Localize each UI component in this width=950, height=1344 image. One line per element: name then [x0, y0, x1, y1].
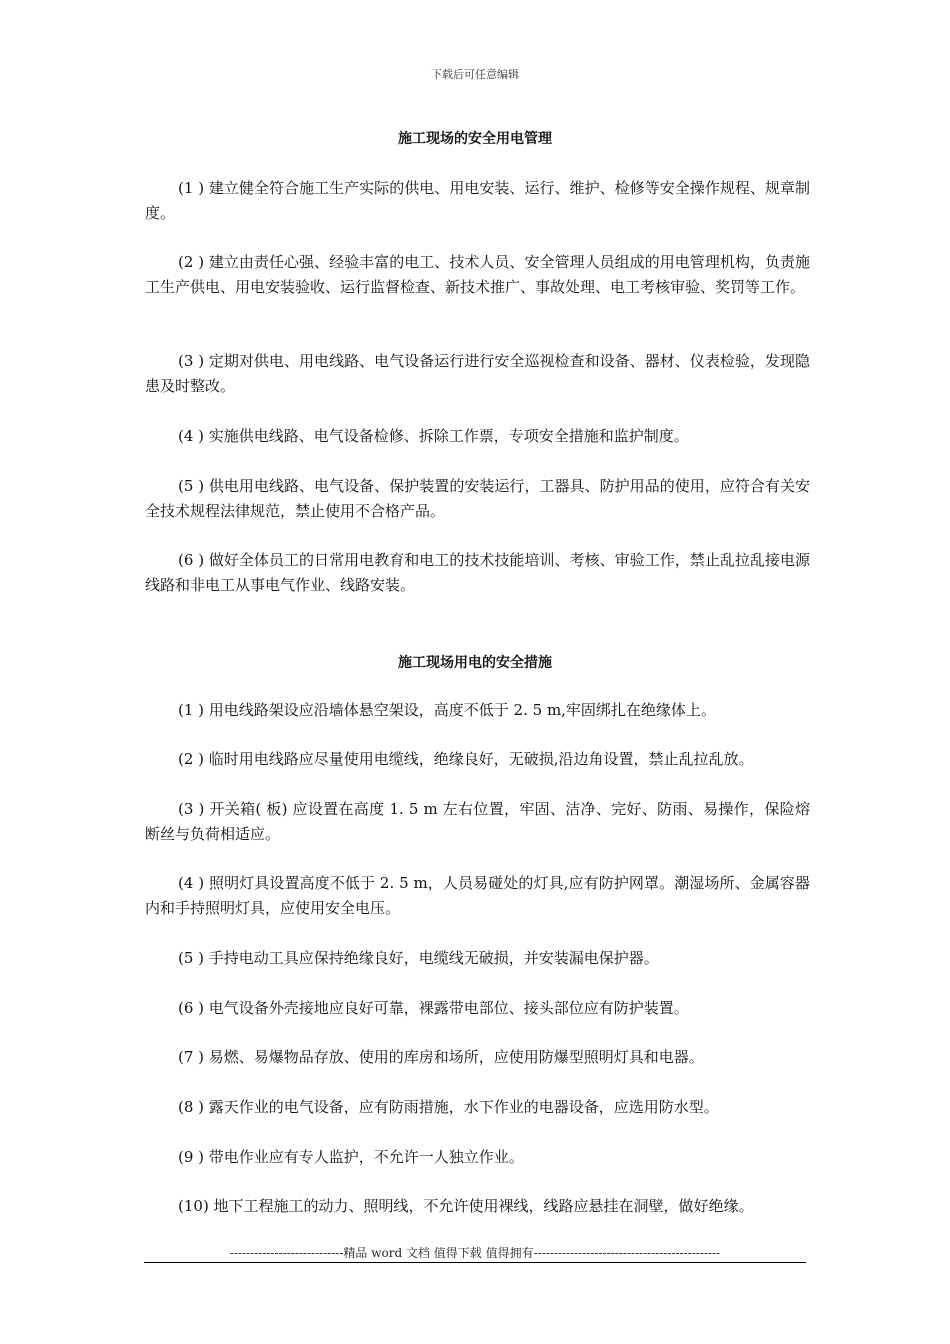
list-item: (8 ) 露天作业的电气设备，应有防雨措施，水下作业的电器设备，应选用防水型。 — [178, 1098, 719, 1116]
list-item: (1 ) 建立健全符合施工生产实际的供电、用电安装、运行、维护、检修等安全操作规程、规章制度。 — [145, 179, 810, 222]
list-item: (2 ) 建立由责任心强、经验丰富的电工、技术人员、安全管理人员组成的用电管理机构，负责施工生产供电、用电安装验收、运行监督检查、新技术推广、事故处理、电工考核审验、奖罚等工作。 — [145, 253, 810, 296]
list-item: (3 ) 开关箱( 板) 应设置在高度 1. 5 m 左右位置，牢固、洁净、完好、防雨、易操作，保险熔断丝与负荷相适应。 — [145, 800, 810, 843]
list-item: (9 ) 带电作业应有专人监护，不允许一人独立作业。 — [178, 1148, 524, 1166]
header-note: 下载后可任意编辑 — [431, 68, 519, 81]
list-item: (7 ) 易燃、易爆物品存放、使用的库房和场所，应使用防爆型照明灯具和电器。 — [178, 1048, 704, 1066]
list-item: (3 ) 定期对供电、用电线路、电气设备运行进行安全巡视检查和设备、器材、仪表检验，发现隐患及时整改。 — [145, 352, 810, 395]
list-item: (5 ) 手持电动工具应保持绝缘良好，电缆线无破损，并安装漏电保护器。 — [178, 949, 659, 967]
list-item: (4 ) 实施供电线路、电气设备检修、拆除工作票，专项安全措施和监护制度。 — [178, 427, 689, 445]
list-item: (2 ) 临时用电线路应尽量使用电缆线，绝缘良好，无破损,沿边角设置，禁止乱拉乱放。 — [178, 750, 754, 768]
section-title-management: 施工现场的安全用电管理 — [398, 131, 552, 147]
list-item: (6 ) 电气设备外壳接地应良好可靠，裸露带电部位、接头部位应有防护装置。 — [178, 999, 689, 1017]
list-item: (1 ) 用电线路架设应沿墙体悬空架设，高度不低于 2. 5 m,牢固绑扎在绝缘体上。 — [178, 701, 716, 719]
list-item: (6 ) 做好全体员工的日常用电教育和电工的技术技能培训、考核、审验工作，禁止乱拉乱接电源线路和非电工从事电气作业、线路安装。 — [145, 551, 810, 594]
footer-divider — [144, 1262, 806, 1263]
list-item: (5 ) 供电用电线路、电气设备、保护装置的安装运行，工器具、防护用品的使用，应符合有关安全技术规程法律规范，禁止使用不合格产品。 — [145, 477, 810, 520]
footer-text: ----------------------------精品 word 文档 值得下载 值得拥有---------------------------------------------- — [229, 1246, 721, 1260]
list-item: (4 ) 照明灯具设置高度不低于 2. 5 m，人员易碰处的灯具,应有防护网罩。潮湿场所、金属容器内和手持照明灯具，应使用安全电压。 — [145, 874, 810, 917]
section-title-measures: 施工现场用电的安全措施 — [398, 655, 552, 671]
list-item: (10) 地下工程施工的动力、照明线，不允许使用裸线，线路应悬挂在洞壁，做好绝缘。 — [178, 1197, 754, 1215]
